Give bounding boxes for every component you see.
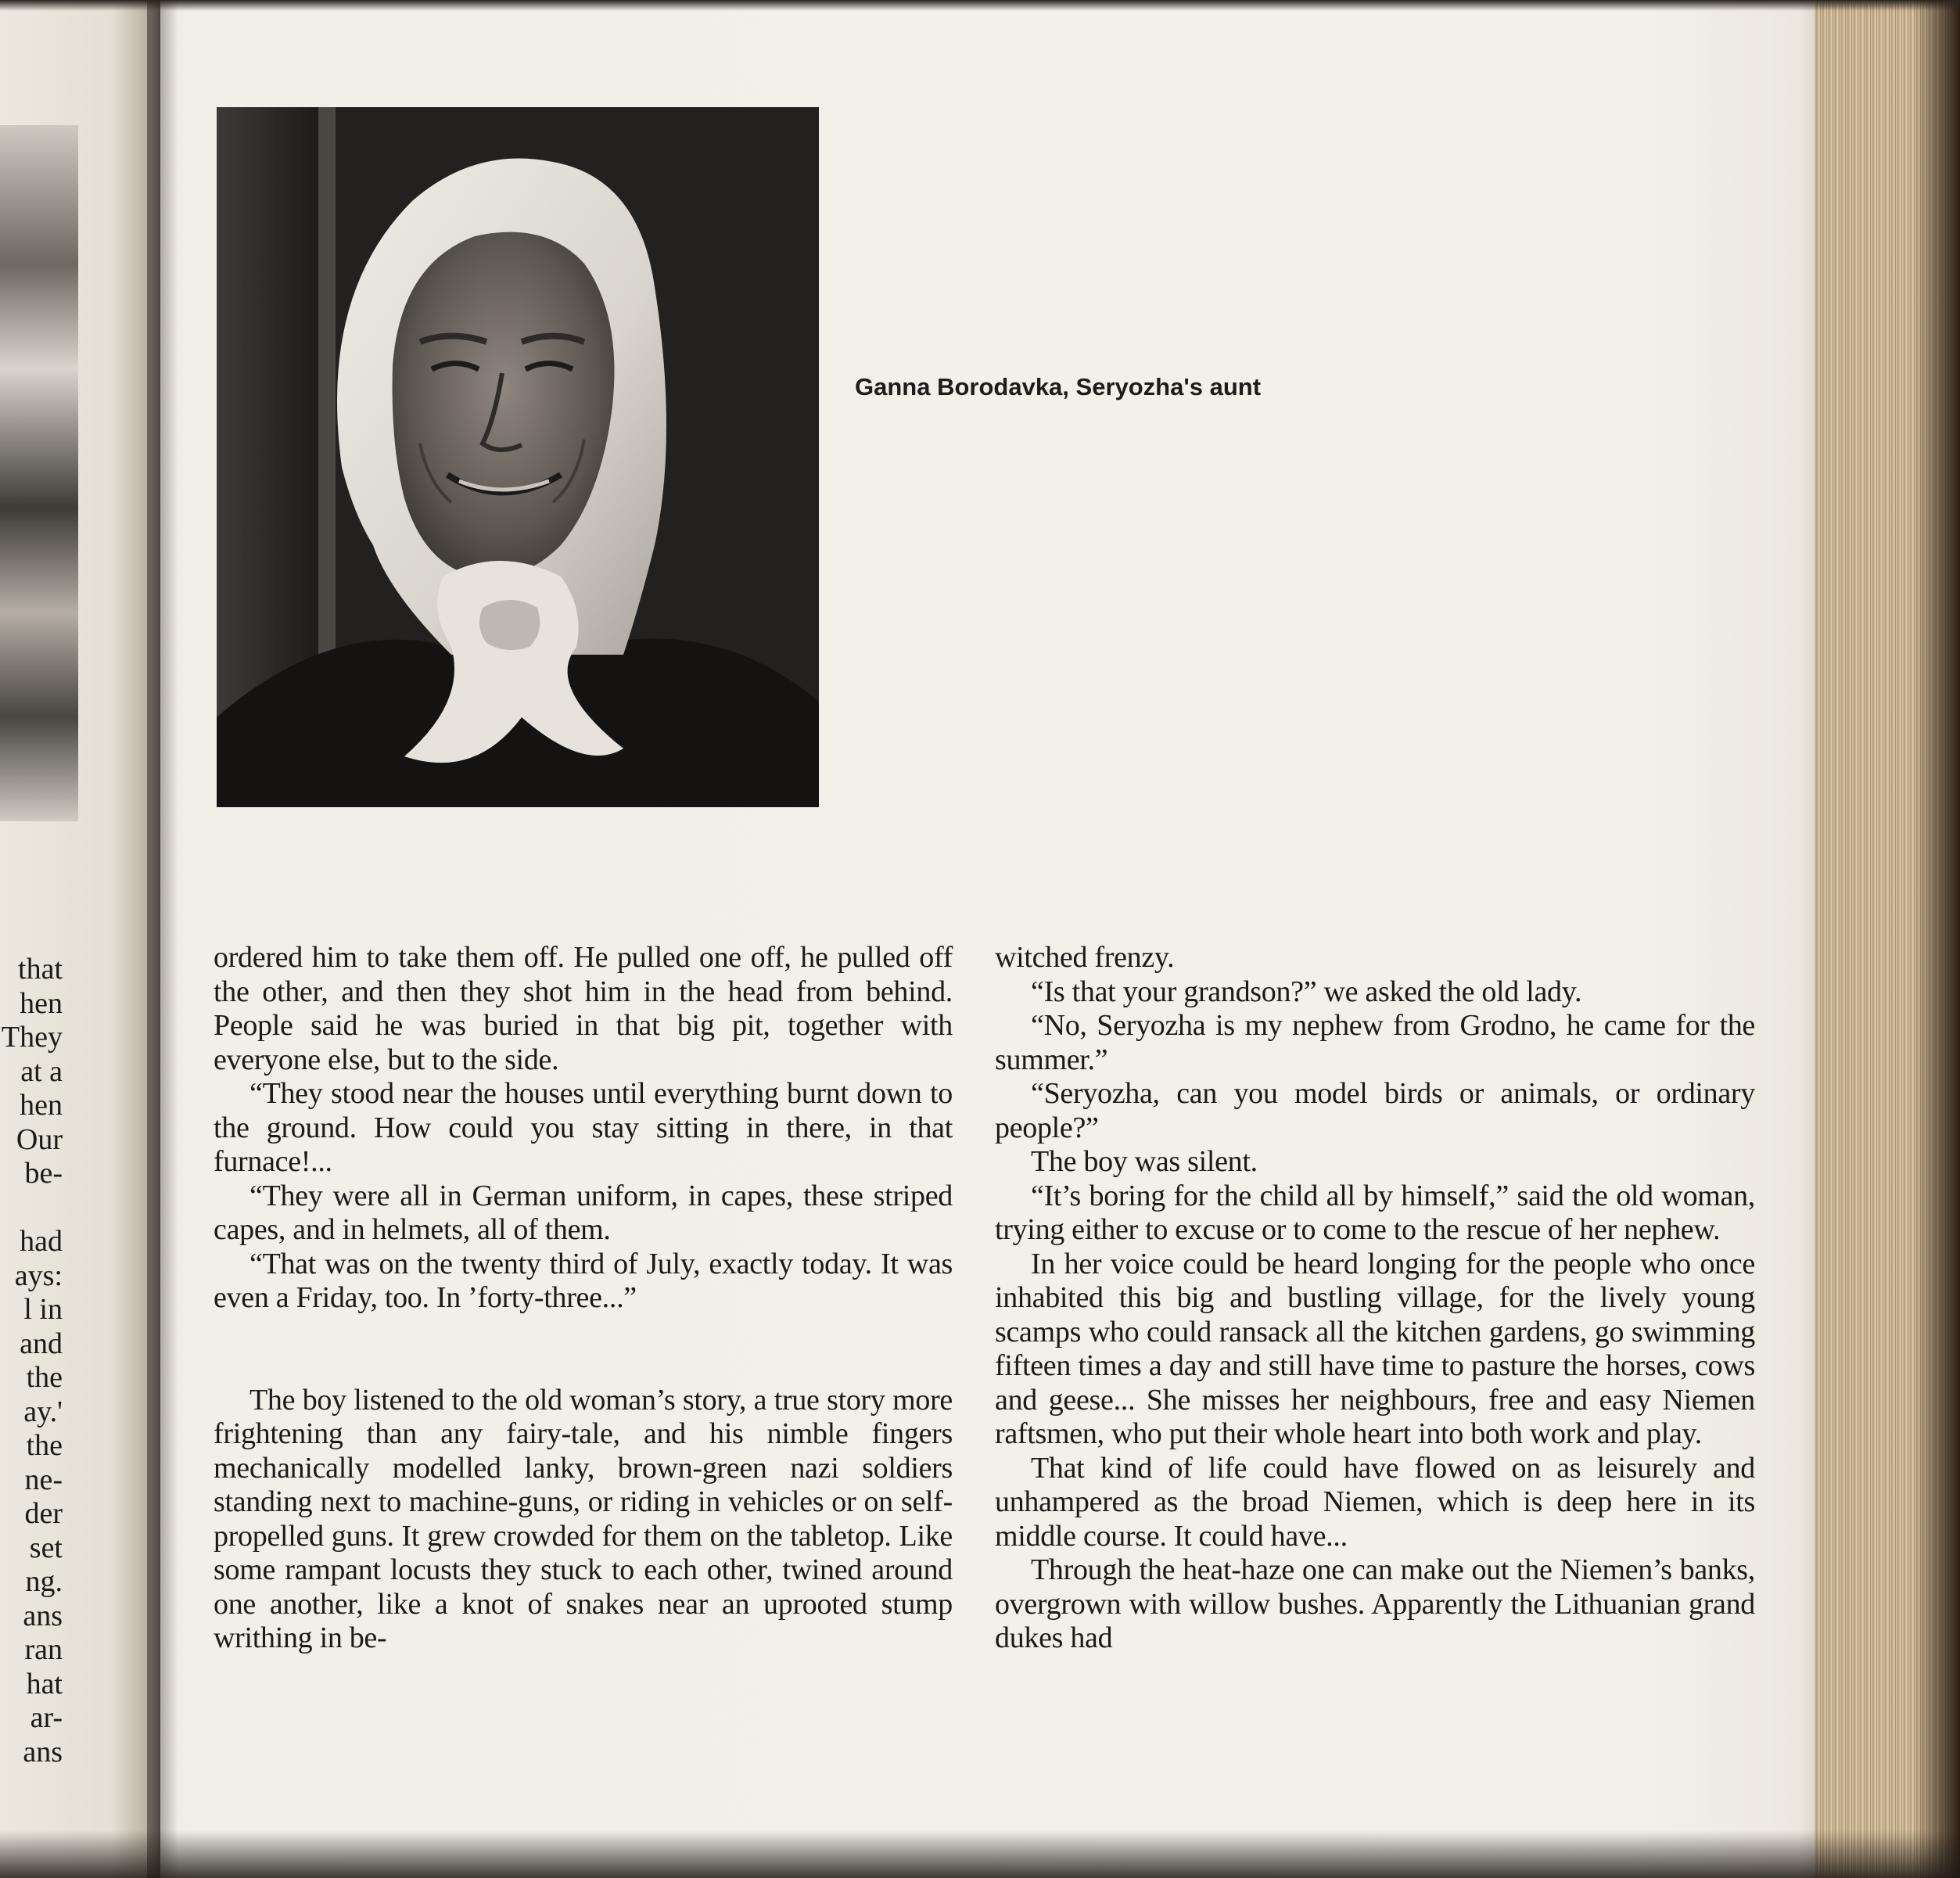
- fragment-line: set: [29, 1531, 63, 1564]
- fragment-line: [0, 1191, 63, 1226]
- fragment-line: ran: [24, 1633, 63, 1666]
- fragment-line: at a: [20, 1054, 63, 1088]
- previous-page-photo-fragment: [0, 125, 78, 821]
- left-text-column: [214, 941, 953, 1656]
- fragment-line: ays:: [14, 1259, 63, 1292]
- fragment-line: be-: [24, 1157, 63, 1190]
- paragraph: “Seryozha, can you model birds or animals, or ordinary people?”: [995, 1077, 1755, 1144]
- previous-page-edge: [0, 0, 160, 1878]
- fragment-line: ans: [23, 1599, 63, 1632]
- fragment-line: ans: [23, 1735, 63, 1768]
- bottom-edge-shadow: [0, 1830, 1960, 1878]
- paragraph: The boy listened to the old woman’s story, a true story more frightening than any fairy-tale, and his nimble fingers mechanically modelled lanky, brown-green nazi soldiers standing next to machine-guns, or riding in vehicles or on self-propelled guns. It grew crowded for them on the tabletop. Like some rampant locusts they stuck to each other, twined around one another, like a knot of snakes near an uprooted stump writhing in be-: [214, 1383, 953, 1654]
- paragraph: That kind of life could have flowed on as leisurely and unhampered as the broad Niemen, which is deep here in its middle course. It could have...: [995, 1451, 1755, 1553]
- fragment-line: der: [24, 1497, 63, 1530]
- fragment-line: ne-: [24, 1463, 63, 1496]
- top-edge-shadow: [0, 0, 1960, 11]
- paragraph: In her voice could be heard longing for the people who once inhabited this big and bustling village, for the lively young scamps who could ransack all the kitchen gardens, go swimming fifteen times a day and still have time to pasture the horses, cows and geese... She misses her neighbours, free and easy Niemen raftsmen, who put their whole heart into both work and play.: [995, 1247, 1755, 1450]
- fragment-line: They: [1, 1021, 63, 1054]
- paragraph: “It’s boring for the child all by himself,” said the old woman, trying either to excuse or to come to the rescue of her nephew.: [995, 1179, 1755, 1246]
- fragment-line: l in: [23, 1293, 63, 1326]
- paragraph: “They were all in German uniform, in capes, these striped capes, and in helmets, all of them.: [214, 1179, 953, 1246]
- photo-caption: Ganna Borodavka, Seryozha's aunt: [855, 373, 1262, 400]
- paragraph: The boy was silent.: [1031, 1145, 1258, 1178]
- paragraph: “They stood near the houses until everything burnt down to the ground. How could you stay sitting in there, in that furnace!...: [214, 1077, 953, 1178]
- fragment-line: ng.: [25, 1565, 63, 1598]
- paragraph: Through the heat-haze one can make out the Niemen’s banks, overgrown with willow bushes. Apparently the Lithuanian grand dukes had: [995, 1553, 1755, 1654]
- fragment-line: the: [26, 1361, 63, 1394]
- fragment-line: ar-: [30, 1701, 63, 1734]
- paragraph: “That was on the twenty third of July, exactly today. It was even a Friday, too. In ’forty-three...”: [214, 1247, 953, 1314]
- portrait-photo: [217, 107, 819, 807]
- fragment-line: ay.': [23, 1395, 63, 1428]
- book-page-edges: [1815, 0, 1960, 1878]
- fragment-line: Our: [16, 1122, 63, 1156]
- book-gutter-shadow: [147, 0, 178, 1878]
- fragment-line: hen: [20, 986, 63, 1020]
- paragraph: witched frenzy.: [995, 941, 1175, 974]
- paragraph: “Is that your grandson?” we asked the old lady.: [1031, 975, 1582, 1008]
- paragraph: “No, Seryozha is my nephew from Grodno, he came for the summer.”: [995, 1009, 1755, 1076]
- fragment-line: and: [20, 1327, 63, 1360]
- fragment-line: hat: [26, 1667, 63, 1700]
- fragment-line: hen: [20, 1089, 63, 1122]
- fragment-line: that: [18, 953, 63, 986]
- right-text-column: [995, 941, 1755, 1656]
- portrait-illustration: [217, 107, 819, 807]
- previous-page-text-fragments: [0, 953, 63, 1769]
- fragment-line: the: [26, 1429, 63, 1462]
- paragraph: ordered him to take them off. He pulled one off, he pulled off the other, and then they shot him in the head from behind. People said he was buried in that big pit, together with everyone else, but to the side.: [214, 941, 953, 1076]
- fragment-line: had: [20, 1225, 63, 1258]
